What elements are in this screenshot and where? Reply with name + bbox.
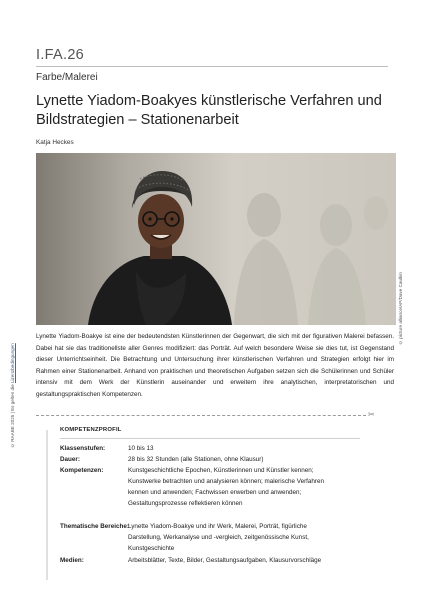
profile-label: Dauer: [60, 456, 80, 463]
copyright-text: © RAABE 2025 | Es gelten die [10, 383, 15, 448]
profile-label: Medien: [60, 557, 84, 564]
copyright-note [10, 248, 22, 448]
profile-label: Kompetenzen: [60, 467, 104, 474]
profile-value: Lynette Yiadom-Boakye und ihr Werk, Malerei, Porträt, figürliche Darstellung, Werkanalyse und -vergleich, zeitgenössische Kunst, Kunstgeschichte [128, 523, 309, 553]
profile-value: Arbeitsblätter, Texte, Bilder, Gestaltungsaufgaben, Klausurvorschläge [128, 557, 322, 564]
competence-profile [60, 423, 394, 583]
license-link[interactable]: Lizenzbedingungen [10, 343, 15, 384]
intro-paragraph: Lynette Yiadom-Boakye ist eine der bedeutendsten Künstlerinnen der Gegenwart, die sich mit der figurativen Malerei befassen. Dabei hat sie das traditionellste aller Genres modifiziert: das Porträt. Auf welch besondere Weise sie dies tut, ist Gegenstand dieser Unterrichtseinheit. Die Betrachtung und Untersuchung ihrer künstlerischen Verfahren und Strategien erfolgt hier im Rahmen einer Stationenarbeit. Anhand von praktischen und theoretischen Aufgaben setzen sich die Schülerinnen und Schüler intensiv mit dem Werk der Künstlerin auseinander und erweitern ihre analytischen, interpretatorischen und gestaltungspraktischen Kompetenzen. [36, 333, 394, 398]
portrait-illustration [36, 153, 396, 325]
profile-label: Klassenstufen: [60, 445, 106, 452]
author-name: Katja Heckes [36, 139, 74, 146]
unit-code: I.FA.26 [36, 47, 85, 63]
header-divider [36, 66, 388, 67]
profile-value: 10 bis 13 [128, 445, 154, 452]
profile-accent-bar [46, 430, 48, 580]
profile-label: Thematische Bereiche: [60, 523, 129, 530]
page-title: Lynette Yiadom-Boakyes künstlerische Verfahren und Bildstrategien – Stationenarbeit [36, 93, 382, 128]
section-label: Farbe/Malerei [36, 72, 98, 83]
profile-value: Kunstgeschichtliche Epochen, Künstlerinnen und Künstler kennen; Kunstwerke betrachten und analysieren können; malerische Verfahren kennen und anwenden; Fachwissen erwerben und anwenden; Gestaltungsprozesse reflektieren können [128, 467, 325, 508]
photo-credit: © picture alliance/AP/Dave Caulkin [398, 272, 403, 345]
profile-divider [60, 438, 360, 439]
scissors-icon: ✂ [368, 410, 375, 419]
profile-value: 28 bis 32 Stunden (alle Stationen, ohne Klausur) [128, 456, 264, 463]
profile-title: KOMPETENZPROFIL [60, 427, 122, 433]
cut-line [36, 415, 366, 416]
portrait-photo [36, 153, 396, 325]
